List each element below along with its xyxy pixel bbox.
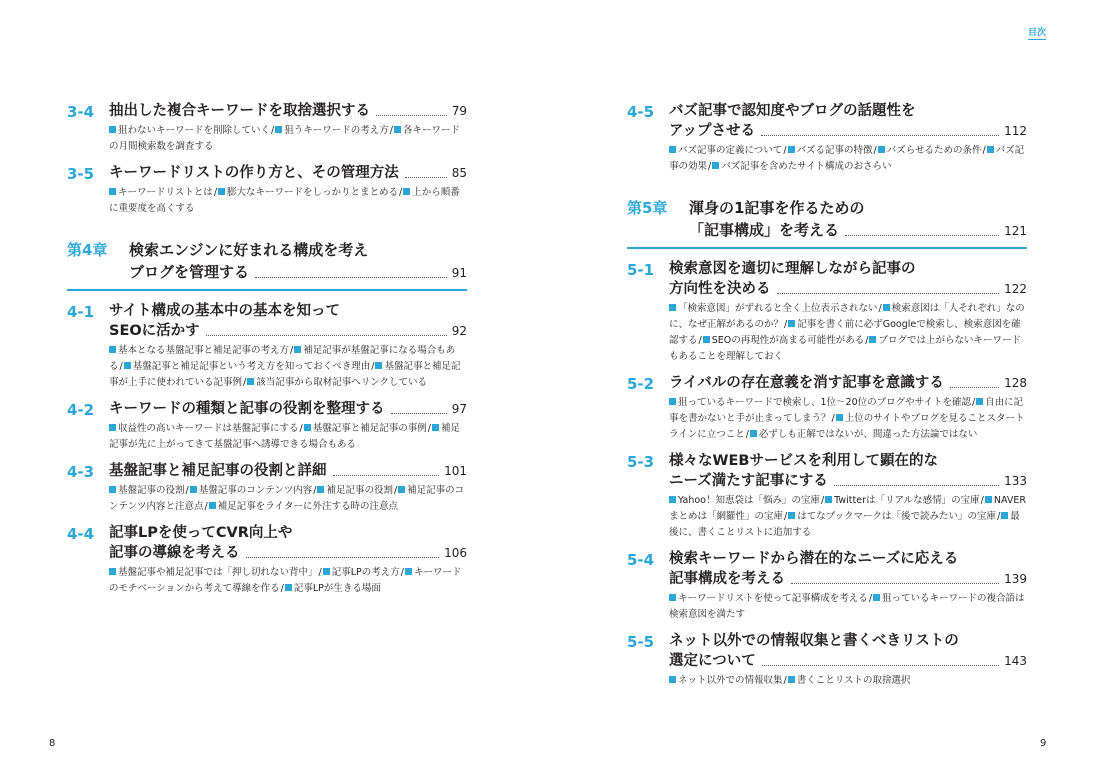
subtopic-text: Twitterは「リアルな感情」の宝庫: [834, 495, 980, 506]
subtopic-text: ブログでは上がらないキーワードもあることを理解しておく: [669, 335, 1021, 362]
bullet-square-icon: [669, 146, 676, 153]
separator: /: [299, 423, 303, 434]
bullet-square-icon: [669, 594, 676, 601]
separator: /: [243, 377, 247, 388]
section-number: 4-4: [67, 525, 95, 543]
subtopic-list: [627, 395, 1027, 443]
chapter-title-text: 渾身の1記事を作るための: [689, 199, 865, 217]
section-title-text: アップさせる: [669, 123, 755, 139]
page-ref: 97: [451, 402, 467, 416]
section-heading[interactable]: [67, 163, 467, 183]
page-ref: 143: [1004, 654, 1027, 668]
subtopic-text: 記事LPが生きる場面: [293, 583, 381, 594]
toc-section: [67, 523, 467, 597]
chapter-heading[interactable]: [67, 239, 467, 291]
bullet-square-icon: [109, 346, 116, 353]
subtopic-item: [109, 567, 318, 578]
subtopic-text: 基盤記事の役割: [118, 485, 185, 496]
subtopic-list: [627, 591, 1027, 623]
bullet-square-icon: [869, 336, 876, 343]
subtopic-list: [67, 123, 467, 155]
separator: /: [982, 145, 986, 156]
toc-section: [67, 163, 467, 217]
section-title-text: 選定について: [669, 653, 756, 669]
subtopic-item: [109, 187, 213, 198]
subtopic-text: 上位のサイトやブログを見ることスタートラインに立つこと: [669, 413, 1025, 440]
bullet-square-icon: [304, 424, 311, 431]
chapter-title-line: [129, 239, 467, 261]
page-number-left: 8: [49, 738, 56, 749]
separator: /: [280, 583, 284, 594]
subtopic-text: キーワードのモチベーションから考えて導線を作る: [109, 567, 462, 594]
section-title-text: バズ記事で認知度やブログの話題性を: [669, 103, 916, 119]
separator: /: [820, 495, 825, 506]
dot-leader: [950, 387, 999, 388]
subtopic-text: 補足記事の役割: [326, 485, 393, 496]
section-title-line: [109, 399, 467, 419]
separator: /: [971, 397, 976, 408]
bullet-square-icon: [669, 676, 676, 683]
toc-section: [627, 549, 1027, 623]
bullet-square-icon: [317, 486, 324, 493]
section-number: 5-3: [627, 453, 655, 471]
bullet-square-icon: [394, 126, 401, 133]
chapter-label: 第4章: [67, 241, 108, 259]
dot-leader: [333, 475, 440, 476]
bullet-square-icon: [285, 584, 292, 591]
bullet-square-icon: [124, 362, 131, 369]
section-heading[interactable]: [627, 549, 1027, 589]
bullet-square-icon: [405, 568, 412, 575]
section-title-line: [109, 321, 467, 341]
section-title-text: ニーズ満たす記事にする: [669, 473, 828, 489]
section-title-line: [669, 651, 1027, 671]
subtopic-text: 収益性の高いキーワードは基盤記事にする: [118, 423, 299, 434]
section-heading[interactable]: [627, 373, 1027, 393]
section-title-line: [669, 471, 1027, 491]
subtopic-item: [669, 397, 971, 408]
subtopic-text: 狙っているキーワードで検索し、1位〜20位のブログやサイトを確認: [678, 397, 971, 408]
separator: /: [980, 495, 984, 506]
page-ref: 112: [1004, 124, 1027, 138]
section-title-line: [109, 301, 467, 321]
separator: /: [783, 145, 787, 156]
chapter-title-text: 「記事構成」を考える: [689, 221, 840, 239]
separator: /: [698, 335, 702, 346]
bullet-square-icon: [109, 568, 116, 575]
section-number: 5-1: [627, 261, 655, 279]
section-number: 5-4: [627, 551, 655, 569]
dot-leader: [834, 485, 999, 486]
dot-leader: [206, 335, 447, 336]
subtopic-list: [627, 143, 1027, 175]
section-title-line: [669, 569, 1027, 589]
section-number: 5-2: [627, 375, 655, 393]
subtopic-text: はてなブックマークは「後で読みたい」の宝庫: [797, 511, 997, 522]
section-title-text: 記事の導線を考える: [109, 545, 240, 561]
bullet-square-icon: [669, 496, 676, 503]
section-title-text: 抽出した複合キーワードを取捨選択する: [109, 103, 370, 119]
bullet-square-icon: [247, 378, 254, 385]
subtopic-item: [109, 125, 270, 136]
bullet-square-icon: [788, 320, 795, 327]
subtopic-item: [669, 145, 782, 156]
toc-section: [627, 631, 1027, 689]
subtopic-text: 上から順番に重要度を高くする: [109, 187, 460, 214]
separator: /: [784, 319, 788, 330]
subtopic-item: [669, 303, 878, 314]
subtopic-item: [323, 567, 400, 578]
separator: /: [400, 567, 404, 578]
section-title-text: キーワードの種類と記事の役割を整理する: [109, 401, 385, 417]
separator: /: [868, 593, 873, 604]
section-heading[interactable]: [67, 399, 467, 419]
page-ref: 139: [1004, 572, 1027, 586]
subtopic-text: 補足記事をライターに外注する時の注意点: [217, 501, 398, 512]
section-heading[interactable]: [67, 101, 467, 121]
chapter-title: [627, 197, 1027, 241]
section-title-text: 様々なWEBサービスを利用して顕在的な: [669, 453, 938, 469]
separator: /: [427, 423, 431, 434]
subtopic-text: バズる記事の特徴: [796, 145, 873, 156]
section-title-line: [109, 461, 467, 481]
subtopic-item: [703, 335, 865, 346]
subtopic-item: [109, 423, 299, 434]
subtopic-text: キーワードリストとは: [118, 187, 213, 198]
subtopic-item: [218, 187, 398, 198]
section-number: 4-5: [627, 103, 655, 121]
chapter-title: [67, 239, 467, 283]
section-title-line: [669, 549, 1027, 569]
bullet-square-icon: [883, 304, 890, 311]
page-number-right: 9: [1040, 738, 1047, 749]
subtopic-text: SEOの再現性が高まる可能性がある: [711, 335, 865, 346]
subtopic-text: 膨大なキーワードをしっかりとまとめる: [227, 187, 399, 198]
section-title-text: 基盤記事と補足記事の役割と詳細: [109, 463, 327, 479]
subtopic-item: [712, 161, 891, 172]
subtopic-text: 基盤記事と補足記事の事例: [312, 423, 427, 434]
page-ref: 101: [444, 464, 467, 478]
section-title-text: 検索意図を適切に理解しながら記事の: [669, 261, 916, 277]
bullet-square-icon: [788, 676, 795, 683]
toc-section: [627, 101, 1027, 175]
subtopic-text: バズ記事の効果: [669, 145, 1025, 172]
bullet-square-icon: [712, 162, 719, 169]
separator: /: [119, 361, 123, 372]
subtopic-item: [788, 675, 911, 686]
subtopic-item: [669, 593, 868, 604]
subtopic-item: [109, 485, 185, 496]
subtopic-text: 狙うキーワードの考え方: [284, 125, 389, 136]
chapter-heading[interactable]: [627, 197, 1027, 249]
section-title-line: [669, 373, 1027, 393]
chapter-label: 第5章: [627, 199, 668, 217]
bullet-square-icon: [403, 188, 410, 195]
subtopic-item: [317, 485, 393, 496]
bullet-square-icon: [209, 502, 216, 509]
subtopic-text: 該当記事から取材記事へリンクしている: [256, 377, 428, 388]
separator: /: [185, 485, 189, 496]
subtopic-text: 記事LPの考え方: [331, 567, 400, 578]
subtopic-item: [788, 145, 873, 156]
dot-leader: [761, 135, 999, 136]
bullet-square-icon: [836, 414, 843, 421]
subtopic-item: [878, 145, 982, 156]
toc-section: [627, 373, 1027, 443]
separator: /: [389, 125, 393, 136]
subtopic-text: 書くことリストの取捨選択: [796, 675, 911, 686]
section-title-text: ネット以外での情報収集と書くべきリストの: [669, 633, 959, 649]
toc-section: [627, 259, 1027, 365]
bullet-square-icon: [294, 346, 301, 353]
bullet-square-icon: [750, 430, 757, 437]
section-number: 4-2: [67, 401, 95, 419]
separator: /: [313, 485, 317, 496]
toc-section: [67, 101, 467, 155]
page-ref: 79: [451, 104, 467, 118]
bullet-square-icon: [275, 126, 282, 133]
separator: /: [271, 125, 275, 136]
subtopic-text: ネット以外での情報収集: [678, 675, 783, 686]
subtopic-text: 補足記事が先に上がってきて基盤記事へ誘導できる場合もある: [109, 423, 460, 450]
subtopic-text: 記事を書く前に必ずGoogleで検索し、検索意図を確認する: [669, 319, 1021, 346]
dot-leader: [246, 557, 440, 558]
separator: /: [745, 429, 749, 440]
section-title-line: [669, 631, 1027, 651]
separator: /: [393, 485, 398, 496]
section-title-line: [669, 121, 1027, 141]
subtopic-text: 基盤記事と補足記事が上手に使われている記事例: [109, 361, 461, 388]
page-ref: 133: [1004, 474, 1027, 488]
section-title-text: 記事構成を考える: [669, 571, 785, 587]
subtopic-item: [124, 361, 371, 372]
subtopic-text: キーワードリストを使って記事構成を考える: [678, 593, 868, 604]
section-title-text: 方向性を決める: [669, 281, 771, 297]
dot-leader: [376, 115, 447, 116]
chapter-title-line: [689, 219, 1027, 241]
section-title-line: [109, 101, 467, 121]
toc-section: [67, 301, 467, 391]
dot-leader: [405, 177, 447, 178]
section-title-line: [109, 523, 467, 543]
section-heading[interactable]: [627, 101, 1027, 141]
chapter-title-line: [689, 197, 1027, 219]
subtopic-text: 補足記事のコンテンツ内容と注意点: [109, 485, 465, 512]
bullet-square-icon: [375, 362, 382, 369]
section-heading[interactable]: [67, 523, 467, 563]
subtopic-text: 検索意図は「人それぞれ」なのに、なぜ正解があるのか？: [669, 303, 1025, 330]
bullet-square-icon: [987, 146, 994, 153]
bullet-square-icon: [985, 496, 992, 503]
separator: /: [399, 187, 403, 198]
subtopic-list: [627, 301, 1027, 365]
subtopic-item: [275, 125, 389, 136]
right-column: [627, 101, 1027, 697]
separator: /: [831, 413, 835, 424]
bullet-square-icon: [873, 594, 880, 601]
subtopic-text: 自由に記事を書かないと手が止まってしまう？: [669, 397, 1024, 424]
subtopic-text: 基本となる基盤記事と補足記事の考え方: [118, 345, 290, 356]
toc-section: [67, 461, 467, 515]
bullet-square-icon: [109, 424, 116, 431]
bullet-square-icon: [788, 146, 795, 153]
section-title-text: SEOに活かす: [109, 323, 200, 339]
section-heading[interactable]: [627, 259, 1027, 299]
dot-leader: [777, 293, 1000, 294]
section-title-text: 記事LPを使ってCVR向上や: [109, 525, 293, 541]
bullet-square-icon: [976, 398, 983, 405]
bullet-square-icon: [825, 496, 832, 503]
section-title-line: [109, 543, 467, 563]
page-ref: 91: [451, 266, 467, 280]
bullet-square-icon: [432, 424, 439, 431]
subtopic-text: バズらせるための条件: [886, 145, 982, 156]
bullet-square-icon: [703, 336, 710, 343]
subtopic-list: [67, 421, 467, 453]
section-heading[interactable]: [67, 301, 467, 341]
page-ref: 85: [451, 166, 467, 180]
page-ref: 122: [1004, 282, 1027, 296]
bullet-square-icon: [323, 568, 330, 575]
page-ref: 106: [444, 546, 467, 560]
subtopic-text: バズ記事を含めたサイト構成のおさらい: [721, 161, 892, 172]
subtopic-list: [627, 673, 1027, 689]
subtopic-text: 必ずしも正解ではないが、間違った方法論ではない: [758, 429, 978, 440]
section-title-text: サイト構成の基本中の基本を知って: [109, 303, 340, 319]
separator: /: [290, 345, 294, 356]
bullet-square-icon: [109, 126, 116, 133]
toc-tab[interactable]: 目次: [1028, 25, 1046, 40]
section-title-text: ライバルの存在意義を消す記事を意識する: [669, 375, 944, 391]
section-number: 3-4: [67, 103, 95, 121]
chapter-title-line: [129, 261, 467, 283]
separator: /: [213, 187, 218, 198]
subtopic-text: 基盤記事や補足記事では「押し切れない背中」: [118, 567, 318, 578]
page-ref: 128: [1004, 376, 1027, 390]
separator: /: [878, 303, 882, 314]
chapter-title-text: 検索エンジンに好まれる構成を考え: [129, 241, 369, 259]
chapter-title-text: ブログを管理する: [129, 263, 250, 281]
subtopic-item: [750, 429, 978, 440]
section-title-text: 検索キーワードから潜在的なニーズに応える: [669, 551, 959, 567]
subtopic-item: [285, 583, 381, 594]
subtopic-item: [304, 423, 427, 434]
subtopic-item: [109, 345, 289, 356]
section-title-line: [109, 163, 467, 183]
section-number: 3-5: [67, 165, 95, 183]
subtopic-text: 「検索意図」がずれると全く上位表示されない: [678, 303, 878, 314]
separator: /: [708, 161, 712, 172]
subtopic-text: 狙っているキーワードの複合語は検索意図を満たす: [669, 593, 1025, 620]
bullet-square-icon: [669, 304, 676, 311]
bullet-square-icon: [109, 486, 116, 493]
separator: /: [997, 511, 1001, 522]
page-ref: 121: [1004, 224, 1027, 238]
separator: /: [318, 567, 322, 578]
section-heading[interactable]: [627, 451, 1027, 491]
subtopic-item: [209, 501, 398, 512]
subtopic-text: 最後に、書くことリストに追加する: [669, 511, 1020, 538]
subtopic-list: [67, 185, 467, 217]
section-number: 4-3: [67, 463, 95, 481]
subtopic-text: Yahoo！知恵袋は「悩み」の宝庫: [678, 495, 820, 506]
subtopic-text: 補足記事が基盤記事になる場合もある: [109, 345, 456, 372]
section-number: 4-1: [67, 303, 95, 321]
section-heading[interactable]: [67, 461, 467, 481]
subtopic-list: [627, 493, 1027, 541]
bullet-square-icon: [398, 486, 405, 493]
subtopic-item: [247, 377, 427, 388]
subtopic-text: NAVERまとめは「網羅性」の宝庫: [669, 495, 1026, 522]
subtopic-text: 基盤記事のコンテンツ内容: [198, 485, 313, 496]
section-heading[interactable]: [627, 631, 1027, 671]
bullet-square-icon: [109, 188, 116, 195]
dot-leader: [791, 583, 999, 584]
bullet-square-icon: [190, 486, 197, 493]
subtopic-text: バズ記事の定義について: [678, 145, 783, 156]
bullet-square-icon: [878, 146, 885, 153]
section-title-text: キーワードリストの作り方と、その管理方法: [109, 165, 399, 181]
subtopic-item: [190, 485, 313, 496]
section-title-line: [669, 101, 1027, 121]
subtopic-list: [67, 483, 467, 515]
separator: /: [873, 145, 877, 156]
toc-section: [627, 451, 1027, 541]
separator: /: [784, 511, 788, 522]
page-ref: 92: [451, 324, 467, 338]
subtopic-text: 各キーワードの月間検索数を調査する: [109, 125, 460, 152]
section-title-line: [669, 279, 1027, 299]
separator: /: [783, 675, 787, 686]
section-number: 5-5: [627, 633, 655, 651]
dot-leader: [845, 235, 999, 236]
subtopic-item: [669, 495, 820, 506]
separator: /: [204, 501, 208, 512]
bullet-square-icon: [788, 512, 795, 519]
toc-section: [67, 399, 467, 453]
section-title-line: [669, 259, 1027, 279]
subtopic-item: [669, 675, 783, 686]
bullet-square-icon: [1001, 512, 1008, 519]
dot-leader: [255, 277, 447, 278]
subtopic-text: 基盤記事と補足記事という考え方を知っておくべき理由: [132, 361, 371, 372]
dot-leader: [762, 665, 999, 666]
subtopic-text: 狙わないキーワードを削除していく: [118, 125, 271, 136]
bullet-square-icon: [669, 398, 676, 405]
separator: /: [371, 361, 375, 372]
subtopic-item: [825, 495, 979, 506]
dot-leader: [391, 413, 447, 414]
separator: /: [865, 335, 869, 346]
subtopic-item: [788, 511, 996, 522]
subtopic-list: [67, 565, 467, 597]
bullet-square-icon: [218, 188, 225, 195]
section-title-line: [669, 451, 1027, 471]
left-column: [67, 101, 467, 605]
subtopic-list: [67, 343, 467, 391]
